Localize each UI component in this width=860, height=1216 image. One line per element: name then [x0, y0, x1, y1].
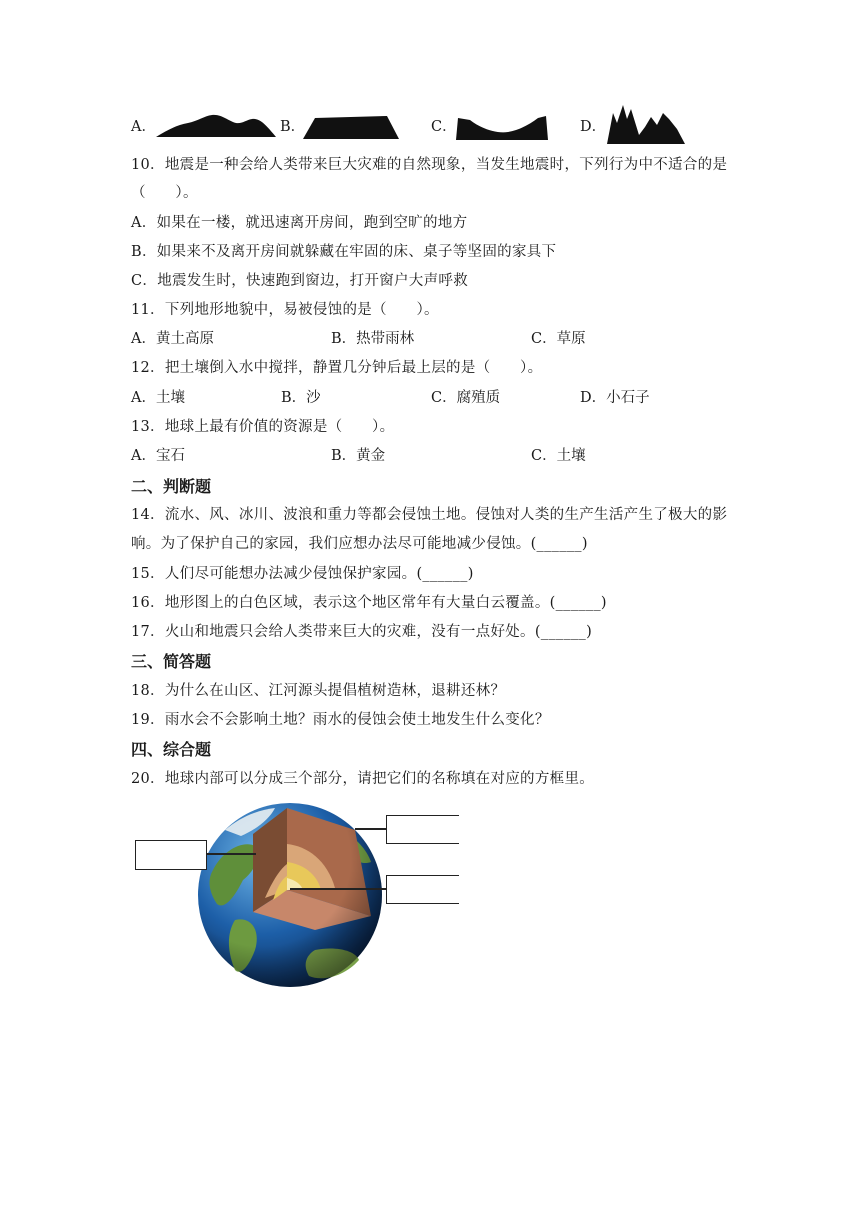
- q13-stem: 13．地球上最有价值的资源是（ ）。: [131, 419, 395, 435]
- q11-option-b: B．热带雨林: [331, 331, 415, 347]
- q12-option-d: D．小石子: [580, 390, 650, 406]
- q16-stem: 16．地形图上的白色区域，表示这个地区常年有大量白云覆盖。(______): [131, 595, 607, 611]
- q14-line1: 14．流水、风、冰川、波浪和重力等都会侵蚀土地。侵蚀对人类的生产生活产生了极大的影: [131, 507, 728, 523]
- q10-option-b: B．如果来不及离开房间就躲藏在牢固的床、桌子等坚固的家具下: [131, 244, 557, 260]
- q10-stem-line1: 10．地震是一种会给人类带来巨大灾难的自然现象，当发生地震时，下列行为中不适合的是: [131, 157, 728, 173]
- q15-stem: 15．人们尽可能想办法减少侵蚀保护家园。(______): [131, 566, 474, 582]
- q19-stem: 19．雨水会不会影响土地？雨水的侵蚀会使土地发生什么变化？: [131, 712, 550, 728]
- q12-option-c: C．腐殖质: [431, 390, 501, 406]
- answer-box-left[interactable]: [135, 840, 207, 870]
- section-heading-short-answer: 三、简答题: [131, 652, 212, 671]
- q13-option-b: B．黄金: [331, 448, 386, 464]
- leader-line-bottom-right: [290, 888, 386, 890]
- landform-peaks-shape: [607, 105, 685, 145]
- q17-stem: 17．火山和地震只会给人类带来巨大的灾难，没有一点好处。(______): [131, 624, 593, 640]
- leader-line-top-right: [355, 828, 386, 830]
- q13-option-a: A．宝石: [131, 448, 185, 464]
- answer-box-bottom-right[interactable]: [386, 875, 459, 904]
- q10-option-c: C．地震发生时，快速跑到窗边，打开窗户大声呼救: [131, 273, 468, 289]
- landform-plateau-shape: [303, 114, 399, 140]
- q11-option-a: A．黄土高原: [131, 331, 214, 347]
- landform-rolling-hills-shape: [156, 111, 276, 139]
- q11-stem: 11．下列地形地貌中，易被侵蚀的是（ ）。: [131, 302, 439, 318]
- q9-option-d-label: D．: [580, 119, 607, 135]
- q12-option-b: B．沙: [281, 390, 321, 406]
- landform-basin-shape: [456, 114, 548, 141]
- q9-option-a-label: A．: [131, 119, 156, 135]
- q10-stem-line2: （ ）。: [131, 185, 198, 201]
- answer-box-top-right[interactable]: [386, 815, 459, 844]
- q13-option-c: C．土壤: [531, 448, 586, 464]
- section-heading-comprehensive: 四、综合题: [131, 740, 212, 759]
- q9-option-b-label: B．: [280, 119, 306, 135]
- section-heading-judgement: 二、判断题: [131, 477, 212, 496]
- q20-stem: 20．地球内部可以分成三个部分，请把它们的名称填在对应的方框里。: [131, 771, 595, 787]
- q14-line2: 响。为了保护自己的家园，我们应想办法尽可能地减少侵蚀。(______): [131, 536, 588, 552]
- q18-stem: 18．为什么在山区、江河源头提倡植树造林，退耕还林？: [131, 683, 506, 699]
- q11-option-c: C．草原: [531, 331, 586, 347]
- q9-option-c-label: C．: [431, 119, 457, 135]
- q10-option-a: A．如果在一楼，就迅速离开房间，跑到空旷的地方: [131, 215, 468, 231]
- q12-option-a: A．土壤: [131, 390, 185, 406]
- q12-stem: 12．把土壤倒入水中搅拌，静置几分钟后最上层的是（ ）。: [131, 360, 543, 376]
- leader-line-left: [206, 853, 256, 855]
